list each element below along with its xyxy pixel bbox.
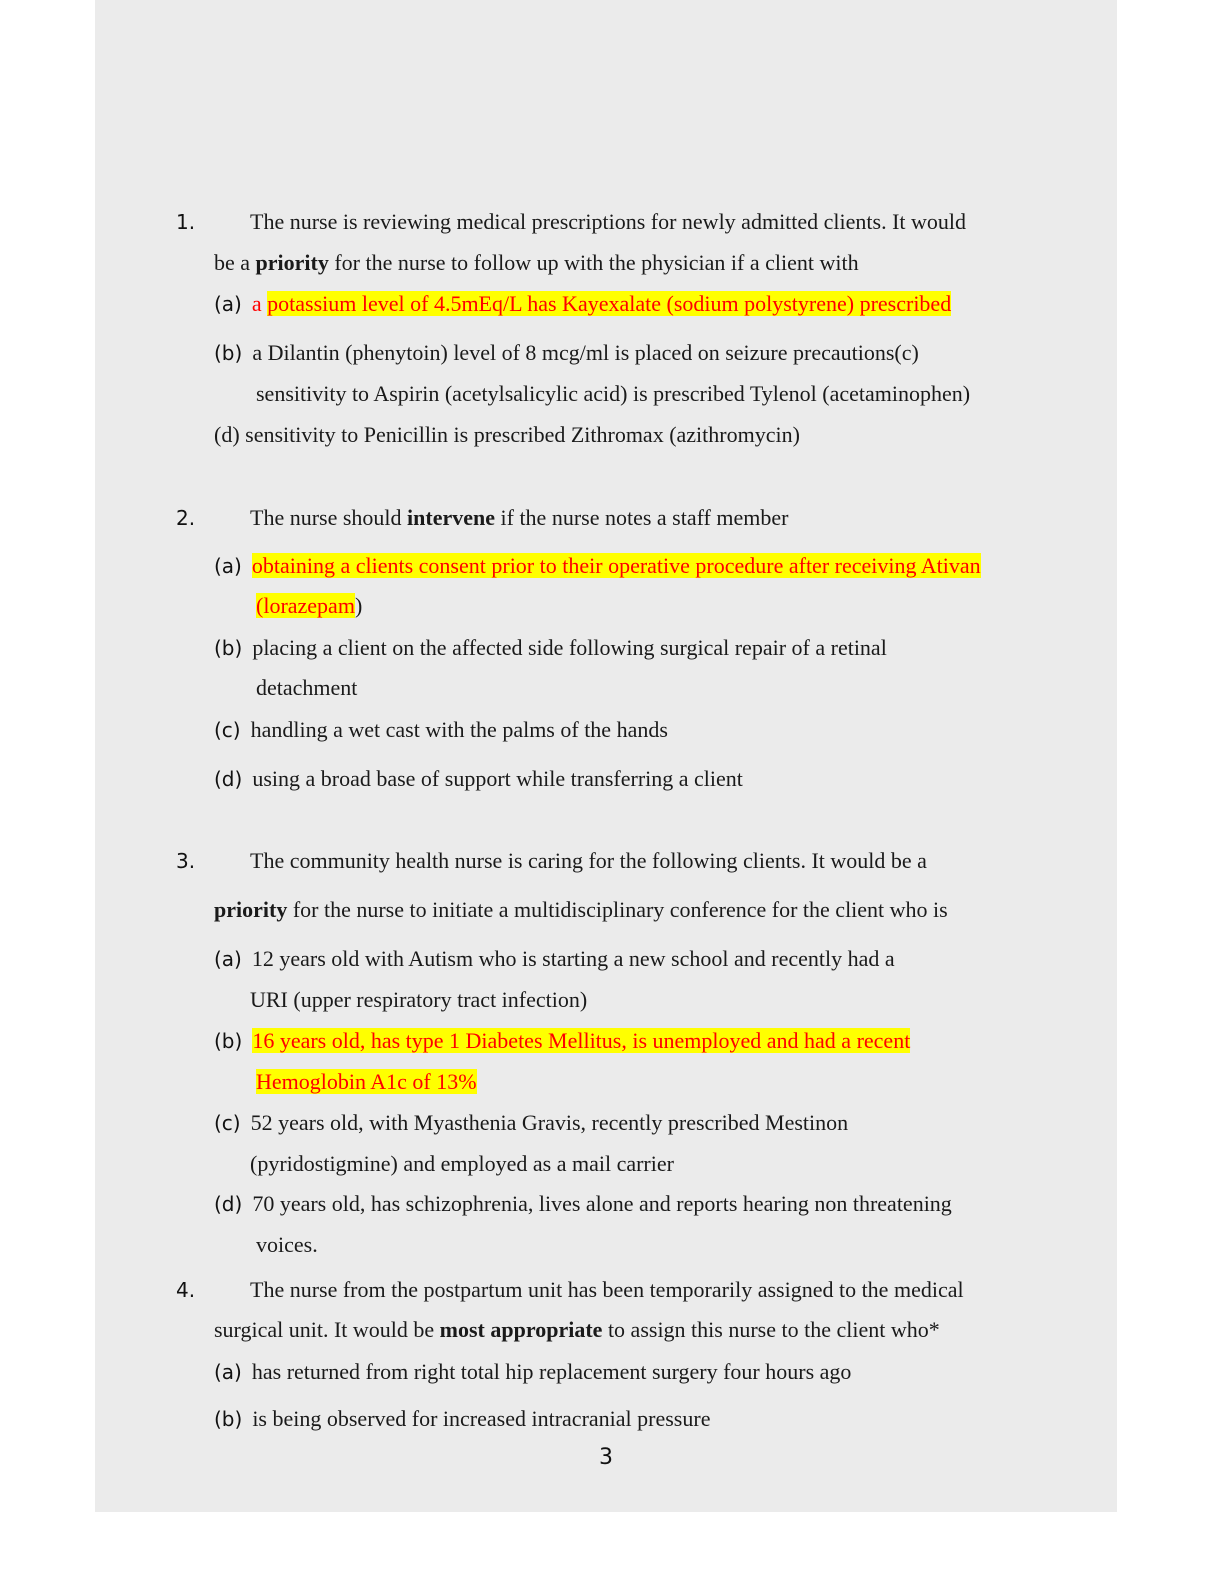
q3-option-b: (b) 16 years old, has type 1 Diabetes Mellitus, is unemployed and had a recent [214, 1028, 911, 1053]
q4-stem-line1: The nurse from the postpartum unit has been temporarily assigned to the medical [250, 1277, 964, 1302]
q3-option-b-cont: Hemoglobin A1c of 13% [256, 1069, 477, 1094]
q1-option-c: sensitivity to Aspirin (acetylsalicylic acid) is prescribed Tylenol (acetaminophen) [256, 381, 971, 406]
q2-highlighted-answer: obtaining a clients consent prior to their operative procedure after receiving Ativan [251, 553, 981, 578]
q3-option-d: (d) 70 years old, has schizophrenia, lives alone and reports hearing non threatening [214, 1191, 952, 1216]
q3-option-a-cont: URI (upper respiratory tract infection) [250, 987, 588, 1012]
q3-option-a: (a) 12 years old with Autism who is starting a new school and recently had a [214, 946, 895, 971]
page-number: 3 [599, 1445, 613, 1470]
q1-option-a: (a) a potassium level of 4.5mEq/L has Kayexalate (sodium polystyrene) prescribed [214, 291, 952, 316]
q2-option-b: (b) placing a client on the affected side following surgical repair of a retinal [214, 635, 887, 660]
q2-option-a-cont: (lorazepam) [256, 593, 363, 618]
q2-option-c: (c) handling a wet cast with the palms of the hands [214, 717, 668, 742]
q3-priority-emphasis: priority [214, 897, 288, 922]
q1-stem-line1: The nurse is reviewing medical prescriptions for newly admitted clients. It would [250, 209, 967, 234]
q1-option-b: (b) a Dilantin (phenytoin) level of 8 mcg/ml is placed on seizure precautions(c) [214, 340, 919, 365]
q3-stem-line2: priority for the nurse to initiate a multidisciplinary conference for the client who is [214, 897, 948, 922]
q4-stem-line2: surgical unit. It would be most appropriate to assign this nurse to the client who* [214, 1317, 940, 1342]
q2-option-b-cont: detachment [256, 675, 358, 700]
q1-stem-line2: be a priority for the nurse to follow up with the physician if a client with [214, 250, 859, 275]
q4-option-b: (b) is being observed for increased intracranial pressure [214, 1406, 711, 1431]
q1-option-d: (d) sensitivity to Penicillin is prescribed Zithromax (azithromycin) [214, 422, 800, 447]
q2-intervene-emphasis: intervene [407, 505, 495, 530]
q4-most-appropriate-emphasis: most appropriate [439, 1317, 603, 1342]
q2-stem: The nurse should intervene if the nurse notes a staff member [250, 505, 789, 530]
q1-number: 1. [176, 210, 196, 234]
q3-highlighted-answer: 16 years old, has type 1 Diabetes Mellitus, is unemployed and had a recent [252, 1028, 911, 1053]
q1-highlighted-answer: potassium level of 4.5mEq/L has Kayexalate (sodium polystyrene) prescribed [267, 291, 952, 316]
q3-number: 3. [176, 849, 196, 873]
q3-stem-line1: The community health nurse is caring for the following clients. It would be a [250, 848, 927, 873]
q3-option-c: (c) 52 years old, with Myasthenia Gravis, recently prescribed Mestinon [214, 1110, 849, 1135]
q4-number: 4. [176, 1278, 196, 1302]
q2-number: 2. [176, 506, 196, 530]
q2-option-a: (a) obtaining a clients consent prior to their operative procedure after receiving Ativan [214, 553, 981, 578]
q3-option-d-cont: voices. [256, 1232, 318, 1257]
q3-option-c-cont: (pyridostigmine) and employed as a mail carrier [250, 1151, 674, 1176]
q2-option-d: (d) using a broad base of support while transferring a client [214, 766, 743, 791]
q1-priority-emphasis: priority [255, 250, 329, 275]
q4-option-a: (a) has returned from right total hip replacement surgery four hours ago [214, 1359, 852, 1384]
